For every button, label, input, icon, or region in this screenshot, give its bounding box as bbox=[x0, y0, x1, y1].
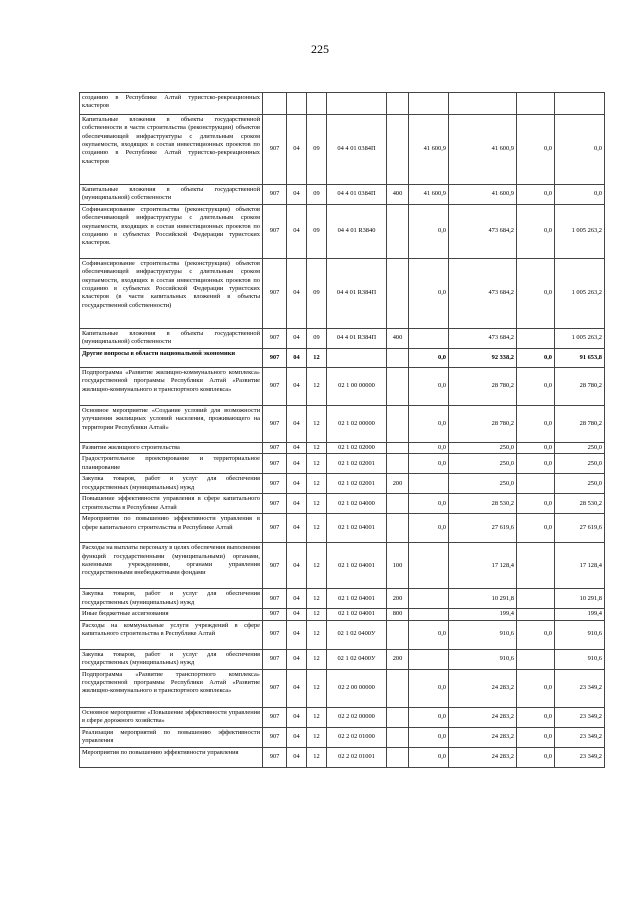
row-section-code: 04 bbox=[287, 649, 307, 669]
table-row bbox=[80, 669, 605, 707]
row-subsection-code: 12 bbox=[307, 443, 327, 454]
row-target-article: 02 2 00 00000 bbox=[327, 669, 387, 707]
row-subsection-code: 12 bbox=[307, 349, 327, 368]
row-target-article: 02 1 02 0400У bbox=[327, 649, 387, 669]
row-name: Иные бюджетные ассигнования bbox=[80, 609, 263, 620]
row-section-code: 04 bbox=[287, 443, 307, 454]
row-amount-2: 910,6 bbox=[449, 620, 517, 649]
row-amount-2: 41 600,9 bbox=[449, 185, 517, 205]
row-expense-type bbox=[387, 93, 409, 115]
row-amount-4: 28 530,2 bbox=[555, 494, 605, 514]
row-amount-4: 23 349,2 bbox=[555, 727, 605, 747]
row-amount-2: 473 684,2 bbox=[449, 329, 517, 349]
row-amount-3: 0,0 bbox=[517, 368, 555, 406]
row-amount-3: 0,0 bbox=[517, 669, 555, 707]
row-amount-4: 250,0 bbox=[555, 474, 605, 494]
row-subsection-code: 12 bbox=[307, 649, 327, 669]
row-target-article: 02 1 02 02001 bbox=[327, 454, 387, 474]
table-row bbox=[80, 609, 605, 620]
row-target-article: 02 1 02 02001 bbox=[327, 474, 387, 494]
table-row bbox=[80, 474, 605, 494]
row-ministry-code: 907 bbox=[263, 669, 287, 707]
row-amount-3: 0,0 bbox=[517, 205, 555, 259]
row-amount-2: 250,0 bbox=[449, 454, 517, 474]
row-target-article: 04 4 01 R384П bbox=[327, 329, 387, 349]
row-target-article: 02 2 02 00000 bbox=[327, 707, 387, 727]
row-subsection-code: 12 bbox=[307, 543, 327, 589]
row-amount-2 bbox=[449, 93, 517, 115]
row-expense-type: 400 bbox=[387, 329, 409, 349]
page-number: 225 bbox=[311, 42, 329, 56]
row-ministry-code: 907 bbox=[263, 474, 287, 494]
row-name: Мероприятия по повышению эффективности управления в сфере капитального строительства в Республике Алтай bbox=[80, 514, 263, 543]
row-section-code: 04 bbox=[287, 514, 307, 543]
row-section-code: 04 bbox=[287, 589, 307, 609]
row-subsection-code: 12 bbox=[307, 747, 327, 767]
row-target-article: 02 1 02 04000 bbox=[327, 494, 387, 514]
row-subsection-code: 12 bbox=[307, 727, 327, 747]
row-amount-3: 0,0 bbox=[517, 185, 555, 205]
row-section-code: 04 bbox=[287, 185, 307, 205]
row-section-code: 04 bbox=[287, 543, 307, 589]
row-ministry-code: 907 bbox=[263, 368, 287, 406]
row-amount-4: 23 349,2 bbox=[555, 747, 605, 767]
row-amount-1: 0,0 bbox=[409, 259, 449, 329]
row-ministry-code: 907 bbox=[263, 406, 287, 443]
row-subsection-code: 12 bbox=[307, 406, 327, 443]
row-amount-4: 10 291,8 bbox=[555, 589, 605, 609]
row-amount-1: 41 600,9 bbox=[409, 115, 449, 185]
row-expense-type: 200 bbox=[387, 649, 409, 669]
row-ministry-code: 907 bbox=[263, 747, 287, 767]
row-subsection-code: 09 bbox=[307, 185, 327, 205]
row-amount-1 bbox=[409, 329, 449, 349]
row-target-article: 02 1 02 04001 bbox=[327, 589, 387, 609]
row-amount-1: 0,0 bbox=[409, 205, 449, 259]
row-subsection-code: 12 bbox=[307, 707, 327, 727]
row-name: Другие вопросы в области национальной экономики bbox=[80, 349, 263, 368]
row-amount-2: 92 338,2 bbox=[449, 349, 517, 368]
row-amount-3 bbox=[517, 474, 555, 494]
row-amount-1: 0,0 bbox=[409, 494, 449, 514]
row-expense-type bbox=[387, 727, 409, 747]
row-amount-1: 0,0 bbox=[409, 620, 449, 649]
row-amount-4: 23 349,2 bbox=[555, 707, 605, 727]
row-amount-3: 0,0 bbox=[517, 747, 555, 767]
row-amount-4: 250,0 bbox=[555, 443, 605, 454]
budget-table-body bbox=[80, 93, 605, 768]
row-amount-1: 0,0 bbox=[409, 454, 449, 474]
row-name: Капитальные вложения в объекты государственной собственности в части строительства (реконструкции) объектов обеспечивающей инфраструктуры с длительным сроком окупаемости, входящих в состав инвестиционных проектов по созданию в Республике Алтай туристско-рекреационных кластеров bbox=[80, 115, 263, 185]
table-row bbox=[80, 368, 605, 406]
row-name: Подпрограмма «Развитие транспортного комплекса» государственной программы Республики Алтай «Развитие жилищно-коммунального и транспортного комплекса» bbox=[80, 669, 263, 707]
row-amount-1: 0,0 bbox=[409, 514, 449, 543]
row-amount-4: 1 005 263,2 bbox=[555, 259, 605, 329]
row-name: Софинансирование строительства (реконструкции) объектов обеспечивающей инфраструктуры с длительным сроком окупаемости, входящих в состав инвестиционных проектов по созданию в субъектах Российской Федерации туристских кластеров (в части капитальных вложений в объекты государственной собственности) bbox=[80, 259, 263, 329]
row-target-article: 02 1 02 04001 bbox=[327, 514, 387, 543]
table-row bbox=[80, 543, 605, 589]
row-expense-type: 200 bbox=[387, 474, 409, 494]
row-amount-1 bbox=[409, 93, 449, 115]
row-amount-4: 23 349,2 bbox=[555, 669, 605, 707]
row-amount-4: 28 780,2 bbox=[555, 406, 605, 443]
row-amount-4: 1 005 263,2 bbox=[555, 329, 605, 349]
row-name: Софинансирование строительства (реконструкции) объектов обеспечивающей инфраструктуры с длительным сроком окупаемости, входящих в состав инвестиционных проектов по созданию в субъектах Российской Федерации туристских кластеров. bbox=[80, 205, 263, 259]
row-amount-1: 0,0 bbox=[409, 406, 449, 443]
row-name: Расходы на коммунальные услуги учреждений в сфере капитального строительства в Республике Алтай bbox=[80, 620, 263, 649]
row-amount-3: 0,0 bbox=[517, 514, 555, 543]
row-section-code: 04 bbox=[287, 707, 307, 727]
row-target-article: 04 4 01 0384П bbox=[327, 115, 387, 185]
row-ministry-code: 907 bbox=[263, 329, 287, 349]
row-target-article: 02 1 02 04001 bbox=[327, 609, 387, 620]
row-amount-1: 0,0 bbox=[409, 747, 449, 767]
row-amount-3 bbox=[517, 589, 555, 609]
row-expense-type bbox=[387, 747, 409, 767]
row-subsection-code: 09 bbox=[307, 205, 327, 259]
row-expense-type bbox=[387, 454, 409, 474]
table-row bbox=[80, 349, 605, 368]
row-amount-1 bbox=[409, 543, 449, 589]
row-amount-2: 41 600,9 bbox=[449, 115, 517, 185]
row-amount-4: 1 005 263,2 bbox=[555, 205, 605, 259]
row-expense-type: 100 bbox=[387, 543, 409, 589]
row-name: Закупка товаров, работ и услуг для обеспечения государственных (муниципальных) нужд bbox=[80, 589, 263, 609]
row-amount-3 bbox=[517, 649, 555, 669]
row-amount-1 bbox=[409, 589, 449, 609]
table-row bbox=[80, 494, 605, 514]
row-section-code: 04 bbox=[287, 454, 307, 474]
row-name: Градостроительное проектирование и территориальное планирование bbox=[80, 454, 263, 474]
row-amount-4: 0,0 bbox=[555, 185, 605, 205]
row-amount-1: 0,0 bbox=[409, 443, 449, 454]
row-name: Капитальные вложения в объекты государственной (муниципальной) собственности bbox=[80, 329, 263, 349]
row-name: Расходы на выплаты персоналу в целях обеспечения выполнения функций государственными (муниципальными) органами, казенными учреждениями, органами управления государственными внебюджетными фондами bbox=[80, 543, 263, 589]
row-amount-4: 0,0 bbox=[555, 115, 605, 185]
row-ministry-code: 907 bbox=[263, 543, 287, 589]
row-ministry-code: 907 bbox=[263, 620, 287, 649]
row-expense-type: 400 bbox=[387, 185, 409, 205]
row-amount-4: 199,4 bbox=[555, 609, 605, 620]
row-target-article: 02 1 02 04001 bbox=[327, 543, 387, 589]
row-expense-type bbox=[387, 620, 409, 649]
row-target-article: 04 4 01 0384П bbox=[327, 185, 387, 205]
table-row bbox=[80, 589, 605, 609]
row-expense-type bbox=[387, 349, 409, 368]
row-amount-3 bbox=[517, 329, 555, 349]
row-ministry-code: 907 bbox=[263, 494, 287, 514]
row-amount-1: 0,0 bbox=[409, 727, 449, 747]
row-target-article: 02 1 02 0400У bbox=[327, 620, 387, 649]
row-amount-2: 28 780,2 bbox=[449, 406, 517, 443]
row-expense-type bbox=[387, 514, 409, 543]
row-section-code: 04 bbox=[287, 259, 307, 329]
row-ministry-code: 907 bbox=[263, 609, 287, 620]
row-amount-1: 0,0 bbox=[409, 368, 449, 406]
row-subsection-code: 12 bbox=[307, 609, 327, 620]
table-row bbox=[80, 406, 605, 443]
table-row bbox=[80, 259, 605, 329]
row-section-code: 04 bbox=[287, 609, 307, 620]
table-row bbox=[80, 514, 605, 543]
table-row bbox=[80, 115, 605, 185]
row-target-article: 04 4 01 R3840 bbox=[327, 205, 387, 259]
row-section-code: 04 bbox=[287, 747, 307, 767]
row-amount-2: 24 283,2 bbox=[449, 707, 517, 727]
row-amount-2: 17 128,4 bbox=[449, 543, 517, 589]
row-expense-type: 200 bbox=[387, 589, 409, 609]
row-subsection-code: 12 bbox=[307, 514, 327, 543]
row-subsection-code: 09 bbox=[307, 329, 327, 349]
row-amount-2: 473 684,2 bbox=[449, 205, 517, 259]
row-subsection-code: 12 bbox=[307, 669, 327, 707]
row-amount-4: 250,0 bbox=[555, 454, 605, 474]
row-subsection-code: 12 bbox=[307, 589, 327, 609]
table-row bbox=[80, 620, 605, 649]
row-name: созданию в Республике Алтай туристско-рекреационных кластеров bbox=[80, 93, 263, 115]
row-amount-4 bbox=[555, 93, 605, 115]
row-amount-1: 0,0 bbox=[409, 669, 449, 707]
row-expense-type bbox=[387, 115, 409, 185]
row-amount-2: 24 283,2 bbox=[449, 747, 517, 767]
row-amount-4: 27 619,6 bbox=[555, 514, 605, 543]
row-subsection-code: 12 bbox=[307, 620, 327, 649]
row-ministry-code: 907 bbox=[263, 349, 287, 368]
row-subsection-code: 09 bbox=[307, 259, 327, 329]
row-ministry-code: 907 bbox=[263, 589, 287, 609]
row-target-article: 02 2 02 01000 bbox=[327, 727, 387, 747]
row-name: Основное мероприятие «Повышение эффективности управления в сфере дорожного хозяйства» bbox=[80, 707, 263, 727]
row-section-code: 04 bbox=[287, 406, 307, 443]
row-name: Закупка товаров, работ и услуг для обеспечения государственных (муниципальных) нужд bbox=[80, 649, 263, 669]
row-expense-type bbox=[387, 205, 409, 259]
row-amount-4: 28 780,2 bbox=[555, 368, 605, 406]
row-ministry-code: 907 bbox=[263, 727, 287, 747]
row-amount-1 bbox=[409, 649, 449, 669]
row-amount-2: 28 780,2 bbox=[449, 368, 517, 406]
row-amount-1 bbox=[409, 474, 449, 494]
row-name: Мероприятия по повышению эффективности управления bbox=[80, 747, 263, 767]
row-amount-1: 0,0 bbox=[409, 349, 449, 368]
table-row bbox=[80, 747, 605, 767]
row-expense-type bbox=[387, 494, 409, 514]
row-amount-2: 910,6 bbox=[449, 649, 517, 669]
row-target-article bbox=[327, 93, 387, 115]
row-amount-3 bbox=[517, 93, 555, 115]
table-row bbox=[80, 205, 605, 259]
table-row bbox=[80, 707, 605, 727]
row-section-code: 04 bbox=[287, 349, 307, 368]
row-ministry-code: 907 bbox=[263, 185, 287, 205]
row-subsection-code: 12 bbox=[307, 494, 327, 514]
row-subsection-code: 12 bbox=[307, 454, 327, 474]
row-amount-3: 0,0 bbox=[517, 620, 555, 649]
row-amount-1: 0,0 bbox=[409, 707, 449, 727]
row-section-code: 04 bbox=[287, 669, 307, 707]
row-name: Развитие жилищного строительства bbox=[80, 443, 263, 454]
row-target-article: 02 1 02 02000 bbox=[327, 443, 387, 454]
row-amount-3 bbox=[517, 543, 555, 589]
row-amount-2: 250,0 bbox=[449, 474, 517, 494]
row-amount-2: 199,4 bbox=[449, 609, 517, 620]
row-amount-3: 0,0 bbox=[517, 727, 555, 747]
row-amount-2: 28 530,2 bbox=[449, 494, 517, 514]
row-amount-3: 0,0 bbox=[517, 494, 555, 514]
row-ministry-code: 907 bbox=[263, 514, 287, 543]
row-name: Повышение эффективности управления в сфере капитального строительства в Республике Алтай bbox=[80, 494, 263, 514]
row-amount-2: 250,0 bbox=[449, 443, 517, 454]
row-ministry-code: 907 bbox=[263, 205, 287, 259]
row-target-article: 02 1 00 00000 bbox=[327, 368, 387, 406]
table-row bbox=[80, 649, 605, 669]
row-expense-type bbox=[387, 669, 409, 707]
row-ministry-code bbox=[263, 93, 287, 115]
row-section-code: 04 bbox=[287, 329, 307, 349]
row-expense-type bbox=[387, 707, 409, 727]
row-section-code: 04 bbox=[287, 494, 307, 514]
row-expense-type bbox=[387, 259, 409, 329]
row-amount-3: 0,0 bbox=[517, 115, 555, 185]
row-ministry-code: 907 bbox=[263, 649, 287, 669]
row-amount-2: 10 291,8 bbox=[449, 589, 517, 609]
row-amount-2: 27 619,6 bbox=[449, 514, 517, 543]
row-amount-3: 0,0 bbox=[517, 443, 555, 454]
table-row bbox=[80, 93, 605, 115]
row-target-article bbox=[327, 349, 387, 368]
row-target-article: 04 4 01 R384П bbox=[327, 259, 387, 329]
row-amount-4: 17 128,4 bbox=[555, 543, 605, 589]
row-amount-3: 0,0 bbox=[517, 406, 555, 443]
row-ministry-code: 907 bbox=[263, 259, 287, 329]
row-amount-4: 910,6 bbox=[555, 620, 605, 649]
row-amount-3: 0,0 bbox=[517, 349, 555, 368]
row-name: Основное мероприятие «Создание условий для возможности улучшения жилищных условий населения, проживающего на территории Республики Алтай» bbox=[80, 406, 263, 443]
row-amount-2: 24 283,2 bbox=[449, 669, 517, 707]
row-target-article: 02 1 02 00000 bbox=[327, 406, 387, 443]
row-subsection-code: 09 bbox=[307, 115, 327, 185]
row-ministry-code: 907 bbox=[263, 115, 287, 185]
row-section-code: 04 bbox=[287, 727, 307, 747]
row-section-code: 04 bbox=[287, 368, 307, 406]
row-name: Капитальные вложения в объекты государственной (муниципальной) собственности bbox=[80, 185, 263, 205]
row-section-code: 04 bbox=[287, 115, 307, 185]
row-expense-type bbox=[387, 443, 409, 454]
row-ministry-code: 907 bbox=[263, 454, 287, 474]
row-ministry-code: 907 bbox=[263, 443, 287, 454]
row-section-code: 04 bbox=[287, 620, 307, 649]
table-row bbox=[80, 185, 605, 205]
row-target-article: 02 2 02 01001 bbox=[327, 747, 387, 767]
row-amount-1 bbox=[409, 609, 449, 620]
table-row bbox=[80, 329, 605, 349]
row-amount-4: 910,6 bbox=[555, 649, 605, 669]
row-section-code: 04 bbox=[287, 205, 307, 259]
row-amount-1: 41 600,9 bbox=[409, 185, 449, 205]
row-expense-type: 800 bbox=[387, 609, 409, 620]
row-expense-type bbox=[387, 368, 409, 406]
row-amount-2: 24 283,2 bbox=[449, 727, 517, 747]
row-amount-3: 0,0 bbox=[517, 259, 555, 329]
row-amount-3: 0,0 bbox=[517, 454, 555, 474]
row-subsection-code bbox=[307, 93, 327, 115]
row-ministry-code: 907 bbox=[263, 707, 287, 727]
row-name: Закупка товаров, работ и услуг для обеспечения государственных (муниципальных) нужд bbox=[80, 474, 263, 494]
row-subsection-code: 12 bbox=[307, 474, 327, 494]
table-row bbox=[80, 454, 605, 474]
table-row bbox=[80, 443, 605, 454]
row-section-code: 04 bbox=[287, 474, 307, 494]
row-section-code bbox=[287, 93, 307, 115]
row-amount-3: 0,0 bbox=[517, 707, 555, 727]
row-amount-4: 91 653,8 bbox=[555, 349, 605, 368]
row-subsection-code: 12 bbox=[307, 368, 327, 406]
row-name: Реализация мероприятий по повышению эффективности управления bbox=[80, 727, 263, 747]
row-amount-3 bbox=[517, 609, 555, 620]
table-row bbox=[80, 727, 605, 747]
row-amount-2: 473 684,2 bbox=[449, 259, 517, 329]
budget-table bbox=[79, 92, 605, 768]
row-name: Подпрограмма «Развитие жилищно-коммунального комплекса» государственной программы Республики Алтай «Развитие жилищно-коммунального и транспортного комплекса» bbox=[80, 368, 263, 406]
row-expense-type bbox=[387, 406, 409, 443]
